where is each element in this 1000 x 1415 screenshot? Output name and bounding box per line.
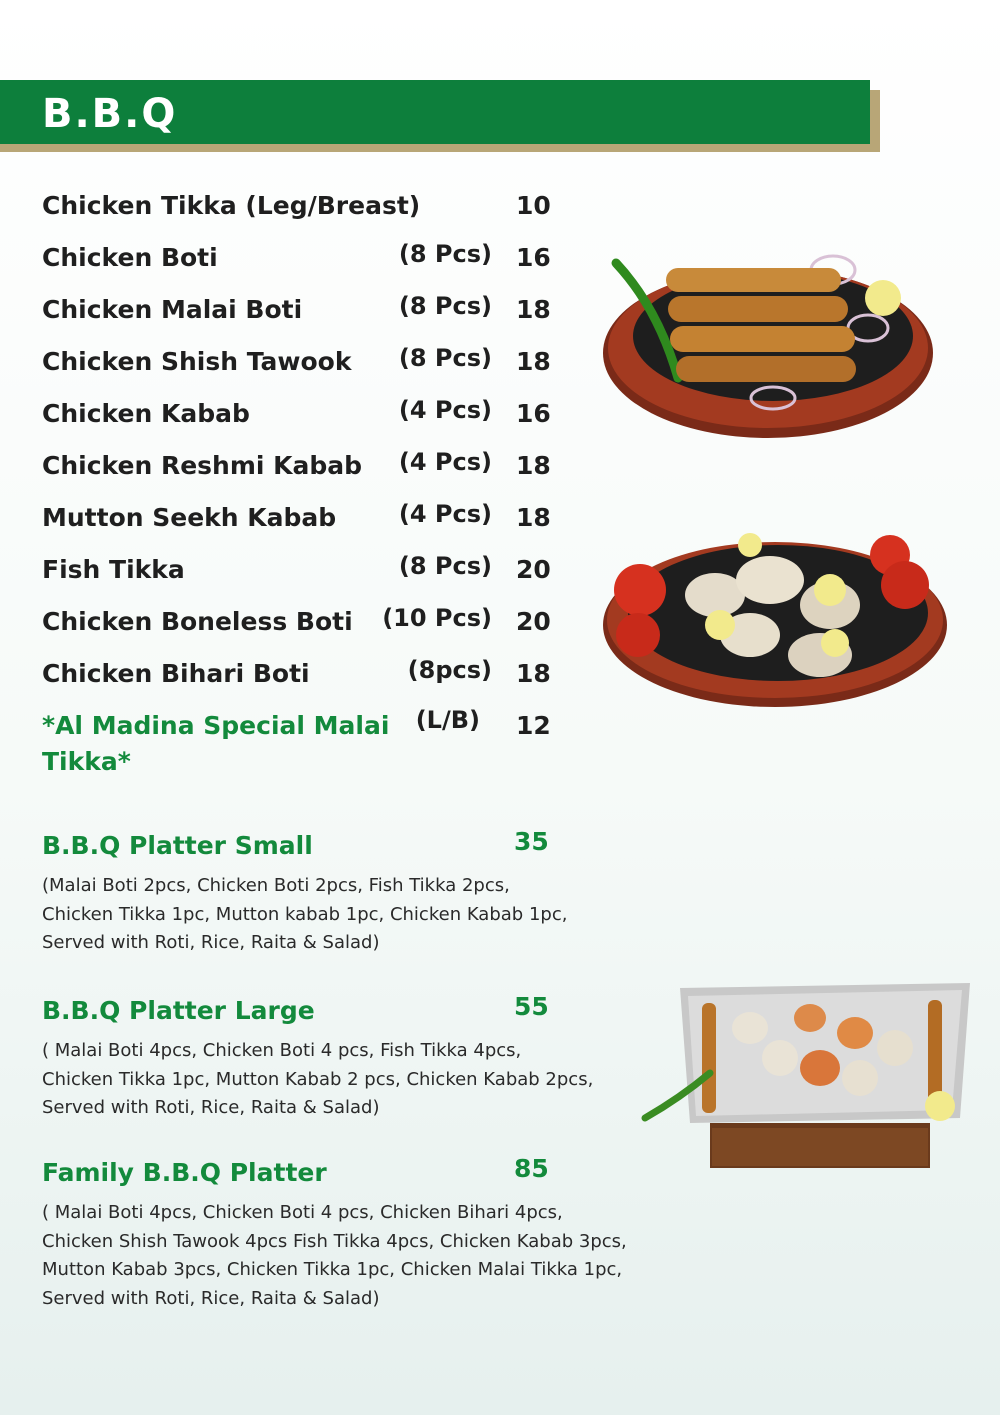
- menu-item: [42, 398, 562, 438]
- menu-item: [42, 606, 562, 646]
- item-price: 18: [516, 503, 551, 532]
- item-name: Chicken Kabab: [42, 399, 250, 428]
- item-qty: (8pcs): [407, 656, 492, 684]
- platter-large: [42, 992, 722, 1125]
- item-qty: (8 Pcs): [398, 292, 492, 320]
- item-price: 10: [516, 191, 551, 220]
- item-qty: (4 Pcs): [398, 500, 492, 528]
- item-name: Chicken Boti: [42, 243, 218, 272]
- item-price: 18: [516, 295, 551, 324]
- item-name: Chicken Reshmi Kabab: [42, 451, 363, 480]
- malai-boti-photo: [600, 525, 950, 710]
- item-name: Chicken Bihari Boti: [42, 659, 310, 688]
- item-price: 18: [516, 347, 551, 376]
- item-qty: (8 Pcs): [398, 552, 492, 580]
- item-name: Chicken Shish Tawook: [42, 347, 352, 376]
- platter-description: ( Malai Boti 4pcs, Chicken Boti 4 pcs, Chicken Bihari 4pcs, Chicken Shish Tawook 4pcs Fish Tikka 4pcs, Chicken Kabab 3pcs, Mutton Kabab 3pcs, Chicken Tikka 1pc, Chicken Malai Tikka 1pc, Served with Roti, Rice, Raita & Salad): [42, 1202, 627, 1309]
- item-price: 20: [516, 607, 551, 636]
- menu-item: [42, 346, 562, 386]
- menu-item: [42, 658, 562, 698]
- platter-name: Family B.B.Q Platter: [42, 1158, 327, 1187]
- platter-name: B.B.Q Platter Small: [42, 831, 313, 860]
- platter-family: [42, 1154, 722, 1317]
- menu-item: [42, 190, 562, 230]
- item-qty: (4 Pcs): [398, 448, 492, 476]
- item-name: Fish Tikka: [42, 555, 185, 584]
- platter-small: [42, 827, 722, 960]
- item-qty: (8 Pcs): [398, 240, 492, 268]
- platter-price: 85: [514, 1154, 549, 1183]
- bbq-platter-photo: [640, 978, 980, 1178]
- item-qty: (8 Pcs): [398, 344, 492, 372]
- menu-item: [42, 242, 562, 282]
- menu-item: [42, 450, 562, 490]
- item-qty: (4 Pcs): [398, 396, 492, 424]
- item-price: 16: [516, 243, 551, 272]
- item-price: 20: [516, 555, 551, 584]
- section-title: B.B.Q: [42, 91, 178, 137]
- platter-description: (Malai Boti 2pcs, Chicken Boti 2pcs, Fish Tikka 2pcs, Chicken Tikka 1pc, Mutton kabab 1pc, Chicken Kabab 1pc, Served with Roti, Rice, Raita & Salad): [42, 875, 568, 953]
- item-price: 18: [516, 659, 551, 688]
- platter-name: B.B.Q Platter Large: [42, 996, 315, 1025]
- item-price: 16: [516, 399, 551, 428]
- menu-item-special: [42, 708, 562, 788]
- platter-price: 35: [514, 827, 549, 856]
- item-price: 12: [516, 711, 551, 740]
- item-name: Mutton Seekh Kabab: [42, 503, 337, 532]
- item-price: 18: [516, 451, 551, 480]
- item-name: *Al Madina Special Malai Tikka*: [42, 711, 390, 776]
- item-qty: (10 Pcs): [382, 604, 492, 632]
- menu-item: [42, 502, 562, 542]
- item-qty: (L/B): [415, 706, 480, 734]
- platter-price: 55: [514, 992, 549, 1021]
- menu-item: [42, 554, 562, 594]
- item-name: Chicken Tikka (Leg/Breast): [42, 191, 421, 220]
- seekh-kabab-photo: [598, 248, 938, 448]
- menu-item: [42, 294, 562, 334]
- platter-description: ( Malai Boti 4pcs, Chicken Boti 4 pcs, Fish Tikka 4pcs, Chicken Tikka 1pc, Mutton Kabab 2 pcs, Chicken Kabab 2pcs, Served with Roti, Rice, Raita & Salad): [42, 1040, 594, 1118]
- item-name: Chicken Boneless Boti: [42, 607, 353, 636]
- item-name: Chicken Malai Boti: [42, 295, 303, 324]
